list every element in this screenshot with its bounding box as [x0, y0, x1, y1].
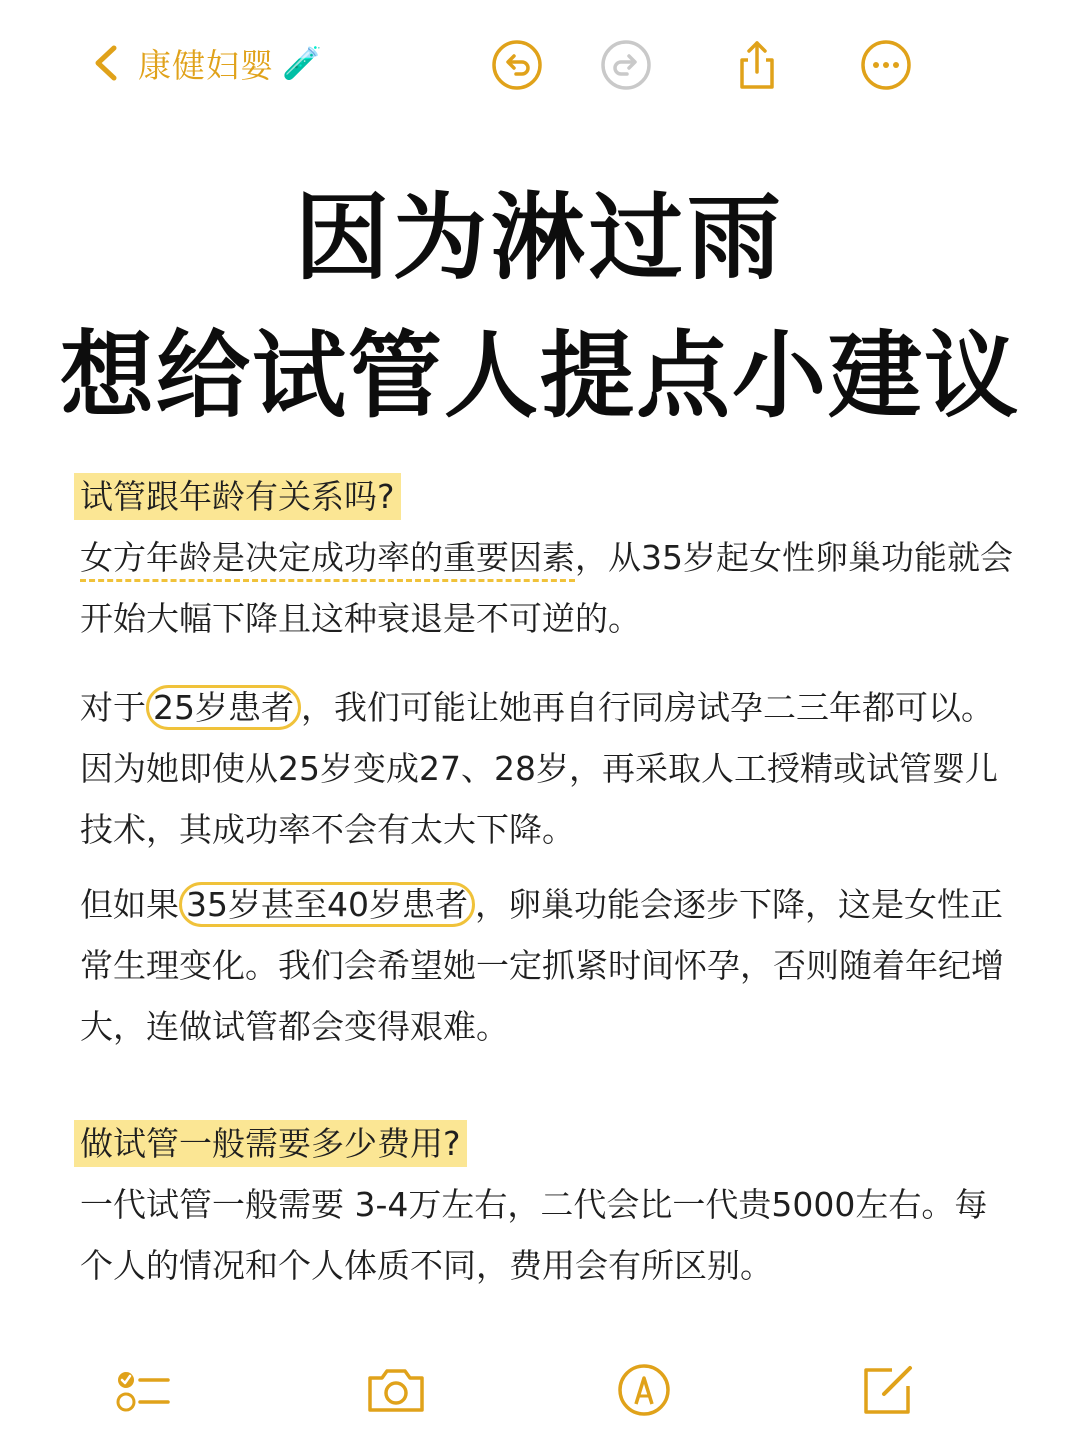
section-2-heading: 做试管一般需要多少费用?	[80, 1113, 1020, 1174]
compose-icon	[856, 1358, 920, 1422]
share-button[interactable]	[730, 38, 784, 92]
section-1-heading: 试管跟年龄有关系吗?	[80, 466, 1020, 527]
compose-button[interactable]	[856, 1358, 920, 1422]
section-1-paragraph-2: 对于 25岁患者 ，我们可能让她再自行同房试孕二三年都可以。因为她即使从25岁变成27、28岁，再采取人工授精或试管婴儿技术，其成功率不会有太大下降。	[80, 677, 1020, 860]
more-icon	[859, 38, 913, 92]
back-label: 康健妇婴	[138, 45, 274, 85]
title-line-1: 因为淋过雨	[294, 184, 785, 293]
undo-icon	[490, 38, 544, 92]
chevron-left-icon	[88, 42, 124, 84]
markup-icon	[612, 1358, 676, 1422]
test-tube-emoji: 🧪	[282, 44, 322, 82]
back-button[interactable]	[88, 38, 322, 88]
checklist-button[interactable]	[110, 1358, 174, 1422]
section-1-paragraph-3: 但如果 35岁甚至40岁患者 ，卵巢功能会逐步下降，这是女性正常生理变化。我们会希望她一定抓紧时间怀孕，否则随着年纪增大，连做试管都会变得艰难。	[80, 874, 1020, 1057]
note-body-section-2[interactable]	[80, 1113, 1020, 1296]
underlined-phrase: 女方年龄是决定成功率的重要因素	[80, 538, 575, 582]
section-1-paragraph-1: 女方年龄是决定成功率的重要因素，从35岁起女性卵巢功能就会开始大幅下降且这种衰退是不可逆的。	[80, 538, 1013, 638]
checklist-icon	[110, 1358, 174, 1422]
section-2-paragraph-1: 一代试管一般需要 3-4万左右，二代会比一代贵5000左右。每个人的情况和个人体质不同，费用会有所区别。	[80, 1185, 988, 1285]
camera-button[interactable]	[364, 1358, 428, 1422]
redo-icon	[599, 38, 653, 92]
title-line-2: 想给试管人提点小建议	[59, 322, 1020, 431]
markup-button[interactable]	[612, 1358, 676, 1422]
share-icon	[730, 38, 784, 92]
circled-phrase: 35岁甚至40岁患者	[179, 882, 475, 927]
bottom-toolbar	[0, 1340, 1080, 1440]
top-toolbar	[0, 0, 1080, 125]
redo-button[interactable]	[599, 38, 653, 92]
camera-icon	[364, 1358, 428, 1422]
circled-phrase: 25岁患者	[146, 685, 301, 730]
undo-button[interactable]	[490, 38, 544, 92]
note-body[interactable]	[80, 466, 1020, 1057]
more-button[interactable]	[859, 38, 913, 92]
